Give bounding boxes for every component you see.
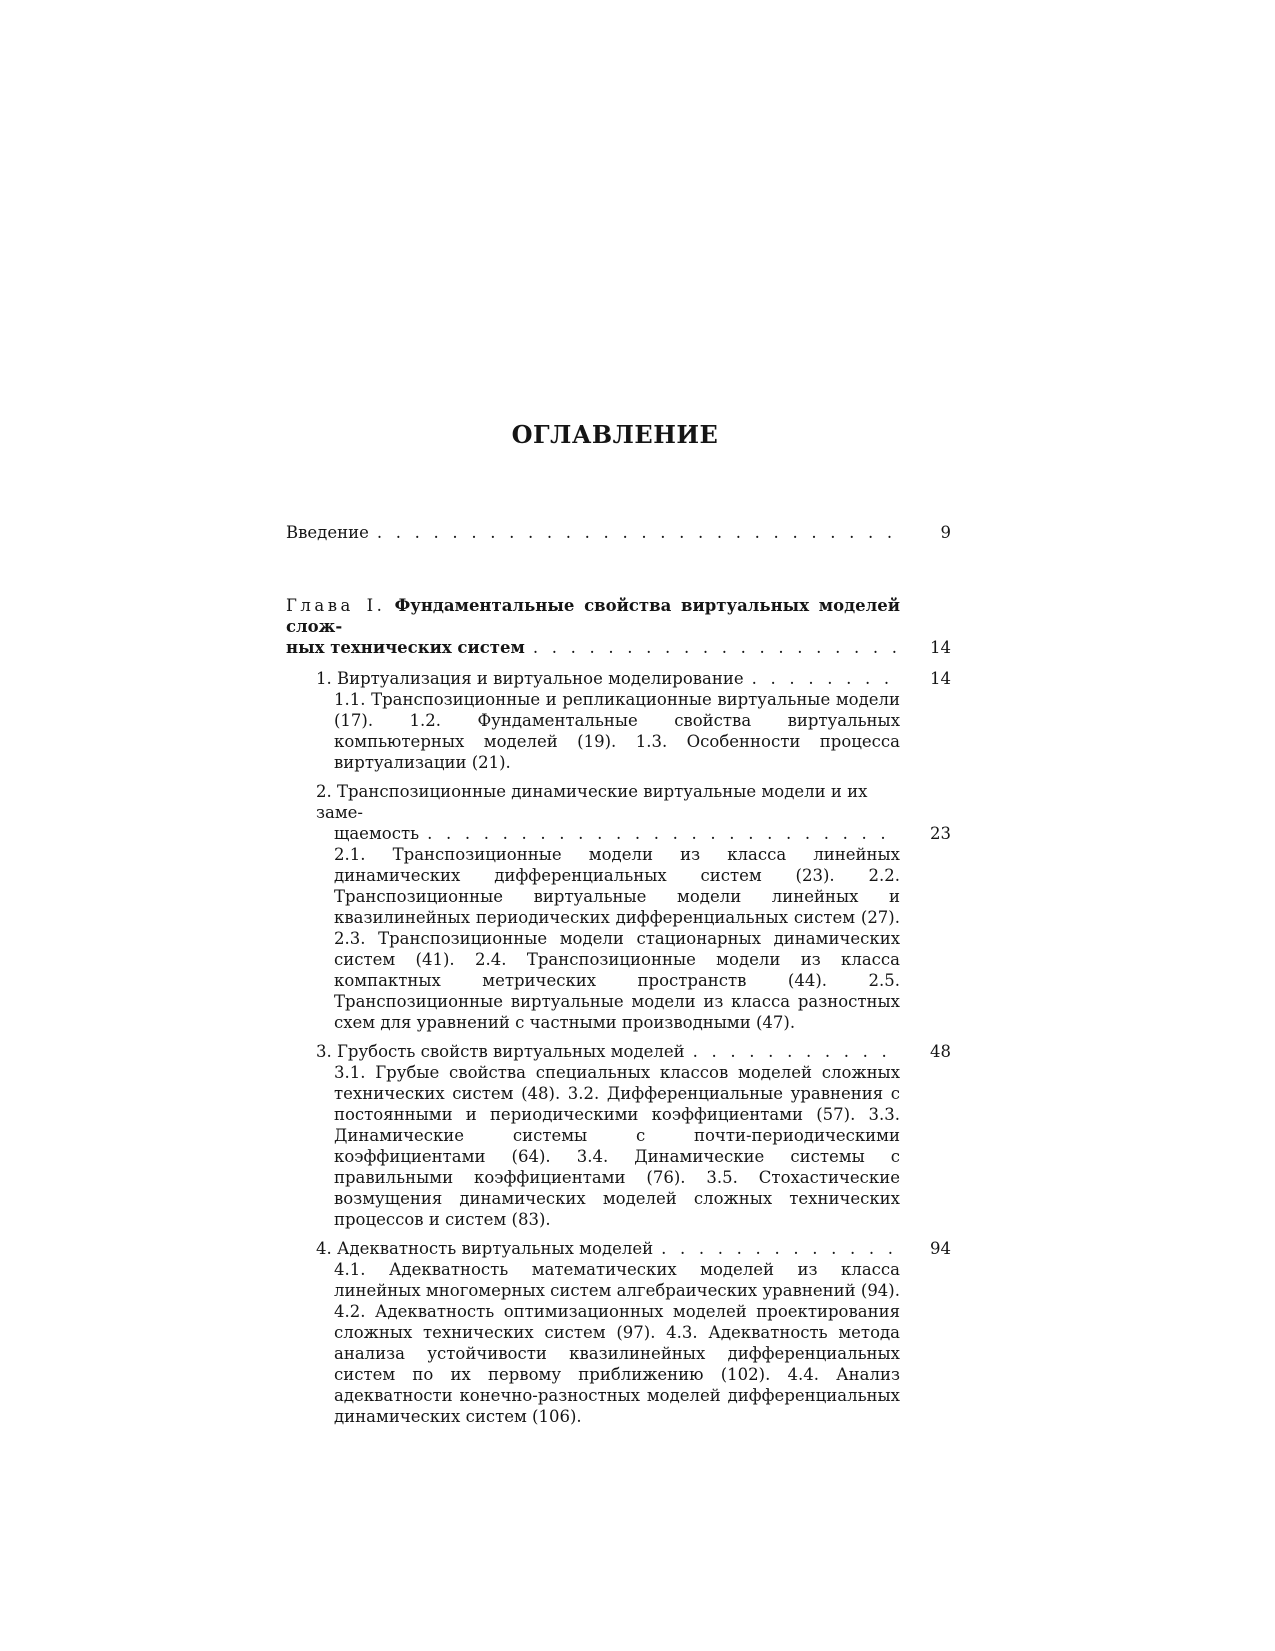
chapter-label: Глава I. xyxy=(286,596,386,615)
subsection-list: 1.1. Транспозиционные и репликационные виртуальные модели (17). 1.2. Фундаментальные свойства виртуальных компьютерных моделей (19). 1.3. Особенности процесса виртуализации (21). xyxy=(334,690,900,772)
table-of-contents xyxy=(286,522,951,1427)
section-heading-row xyxy=(286,1238,951,1259)
section-heading: 4. Адекватность виртуальных моделей xyxy=(316,1239,654,1258)
toc-section-1 xyxy=(286,668,951,773)
toc-page-number: 48 xyxy=(930,1042,951,1061)
section-heading-line2: щаемость xyxy=(334,824,420,843)
subsection-list: 2.1. Транспозиционные модели из класса линейных динамических дифференциальных систем (23). 2.2. Транспозиционные виртуальные модели линейных и квазилинейных периодических дифференциальных систем (27). 2.3. Транспозиционные модели стационарных динамических систем (41). 2.4. Транспозиционные модели из класса компактных метрических пространств (44). 2.5. Транспозиционные виртуальные модели из класса разностных схем для уравнений с частными производными (47). xyxy=(334,845,900,1032)
leader-dots xyxy=(377,522,900,543)
chapter-title-line2: ных технических систем xyxy=(286,638,525,657)
toc-entry-label: Введение xyxy=(286,523,369,542)
page-title: ОГЛАВЛЕНИЕ xyxy=(511,420,719,449)
section-heading-line1: 2. Транспозиционные динамические виртуальные модели и их заме- xyxy=(316,782,868,822)
chapter-title-line1: Фундаментальные свойства виртуальных моделей слож- xyxy=(286,596,900,636)
toc-page-number: 14 xyxy=(930,669,951,688)
toc-page-number: 9 xyxy=(940,523,951,542)
leader-dots xyxy=(427,823,900,844)
toc-section-2 xyxy=(286,781,951,1033)
leader-dots xyxy=(533,637,900,658)
toc-page-number: 23 xyxy=(930,824,951,843)
leader-dots xyxy=(661,1238,900,1259)
subsection-list: 4.1. Адекватность математических моделей из класса линейных многомерных систем алгебраических уравнений (94). 4.2. Адекватность оптимизационных моделей проектирования сложных технических систем (97). 4.3. Адекватность метода анализа устойчивости квазилинейных дифференциальных систем по их первому приближению (102). 4.4. Анализ адекватности конечно-разностных моделей дифференциальных динамических систем (106). xyxy=(334,1260,900,1426)
toc-page-number: 94 xyxy=(930,1239,951,1258)
section-heading: 3. Грубость свойств виртуальных моделей xyxy=(316,1042,685,1061)
leader-dots xyxy=(752,668,900,689)
subsection-list: 3.1. Грубые свойства специальных классов моделей сложных технических систем (48). 3.2. Дифференциальные уравнения с постоянными и периодическими коэффициентами (57). 3.3. Динамические системы с почти-периодическими коэффициентами (64). 3.4. Динамические системы с правильными коэффициентами (76). 3.5. Стохастические возмущения динамических моделей сложных технических процессов и систем (83). xyxy=(334,1063,900,1229)
section-heading: 1. Виртуализация и виртуальное моделирование xyxy=(316,669,744,688)
section-heading-row xyxy=(286,823,951,844)
toc-page-number: 14 xyxy=(930,638,951,657)
section-heading-row xyxy=(286,668,951,689)
section-heading-row xyxy=(286,1041,951,1062)
toc-entry-chapter xyxy=(286,595,951,658)
leader-dots xyxy=(693,1041,900,1062)
toc-entry-introduction xyxy=(286,522,951,543)
toc-section-4 xyxy=(286,1238,951,1427)
toc-section-3 xyxy=(286,1041,951,1230)
